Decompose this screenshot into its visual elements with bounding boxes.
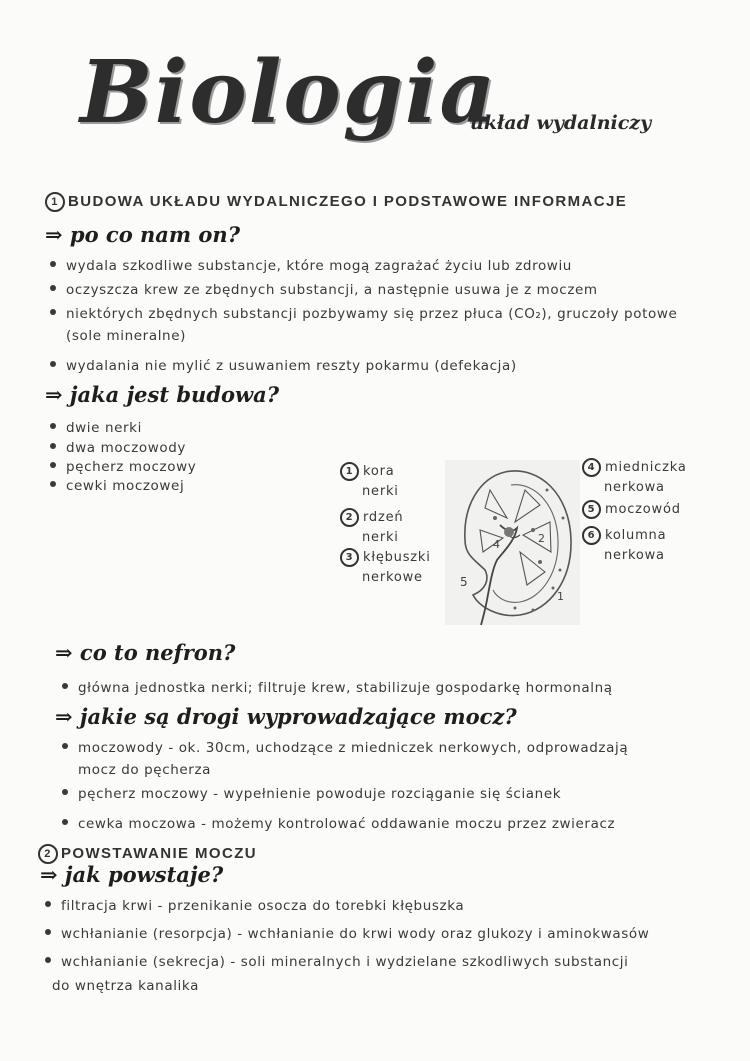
list-item: oczyszcza krew ze zbędnych substancji, a następnie usuwa je z moczem (50, 282, 598, 298)
list-item-continuation: do wnętrza kanalika (52, 978, 199, 994)
question-formation-heading: ⇒ jak powstaje? (40, 862, 224, 887)
section-1-title-text: BUDOWA UKŁADU WYDALNICZEGO I PODSTAWOWE INFORMACJE (68, 193, 628, 210)
list-item: główna jednostka nerki; filtruje krew, stabilizuje gospodarkę hormonalną (62, 680, 613, 696)
diagram-number-2: 2 (538, 532, 545, 545)
diagram-label-ureter: 5 moczowód (582, 500, 681, 520)
question-urinary-tract-heading: ⇒ jakie są drogi wyprowadzające mocz? (55, 704, 517, 729)
section-2-title-text: POWSTAWANIE MOCZU (61, 845, 258, 862)
bullet-dot-icon (50, 423, 56, 429)
bullet-dot-icon (45, 957, 51, 963)
bullet-dot-icon (50, 309, 56, 315)
list-item: cewka moczowa - możemy kontrolować oddawanie moczu przez zwieracz (62, 816, 615, 832)
section-1-number: 1 (45, 192, 65, 212)
list-item-continuation: (sole mineralne) (66, 328, 186, 344)
bullet-dot-icon (62, 789, 68, 795)
diagram-label-glomeruli: 3 kłębuszki nerkowe (340, 548, 431, 588)
diagram-number-4: 4 (493, 538, 500, 551)
diagram-label-renal-column: 6 kolumna nerkowa (582, 526, 666, 566)
section-2-number: 2 (38, 844, 58, 864)
list-item-continuation: mocz do pęcherza (78, 762, 211, 778)
bullet-dot-icon (62, 743, 68, 749)
list-item: niektórych zbędnych substancji pozbywamy się przez płuca (CO₂), gruczoły potowe (50, 306, 677, 322)
bullet-dot-icon (50, 261, 56, 267)
bullet-dot-icon (45, 901, 51, 907)
section-1-title (45, 192, 627, 212)
list-item: wydala szkodliwe substancje, które mogą zagrażać życiu lub zdrowiu (50, 258, 572, 274)
bullet-dot-icon (45, 929, 51, 935)
section-2-title (38, 844, 257, 864)
kidney-diagram (445, 460, 580, 625)
page-subtitle: układ wydalniczy (470, 112, 652, 134)
list-item: filtracja krwi - przenikanie osocza do torebki kłębuszka (45, 898, 464, 914)
list-item: wydalania nie mylić z usuwaniem reszty pokarmu (defekacja) (50, 358, 517, 374)
bullet-dot-icon (50, 285, 56, 291)
list-item: pęcherz moczowy (50, 459, 196, 475)
bullet-dot-icon (50, 481, 56, 487)
diagram-label-medulla: 2 rdzeń nerki (340, 508, 403, 548)
page-title: Biologia (80, 42, 498, 143)
list-item: pęcherz moczowy - wypełnienie powoduje rozciąganie się ścianek (62, 786, 561, 802)
list-item: moczowody - ok. 30cm, uchodzące z miedniczek nerkowych, odprowadzają (62, 740, 628, 756)
bullet-dot-icon (62, 683, 68, 689)
diagram-label-renal-pelvis: 4 miedniczka nerkowa (582, 458, 687, 498)
bullet-dot-icon (50, 462, 56, 468)
bullet-dot-icon (50, 361, 56, 367)
question-purpose-heading: ⇒ po co nam on? (45, 222, 240, 247)
kidney-cross-section-icon (445, 460, 580, 625)
question-nephron-heading: ⇒ co to nefron? (55, 640, 236, 665)
list-item: cewki moczowej (50, 478, 184, 494)
list-item: dwie nerki (50, 420, 142, 436)
diagram-label-cortex: 1 kora nerki (340, 462, 399, 502)
list-item: dwa moczowody (50, 440, 186, 456)
diagram-number-5: 5 (460, 575, 468, 589)
list-item: wchłanianie (sekrecja) - soli mineralnych i wydzielane szkodliwych substancji (45, 954, 629, 970)
list-item: wchłanianie (resorpcja) - wchłanianie do krwi wody oraz glukozy i aminokwasów (45, 926, 649, 942)
question-structure-heading: ⇒ jaka jest budowa? (45, 382, 280, 407)
bullet-dot-icon (62, 819, 68, 825)
diagram-number-1: 1 (557, 590, 564, 603)
bullet-dot-icon (50, 443, 56, 449)
